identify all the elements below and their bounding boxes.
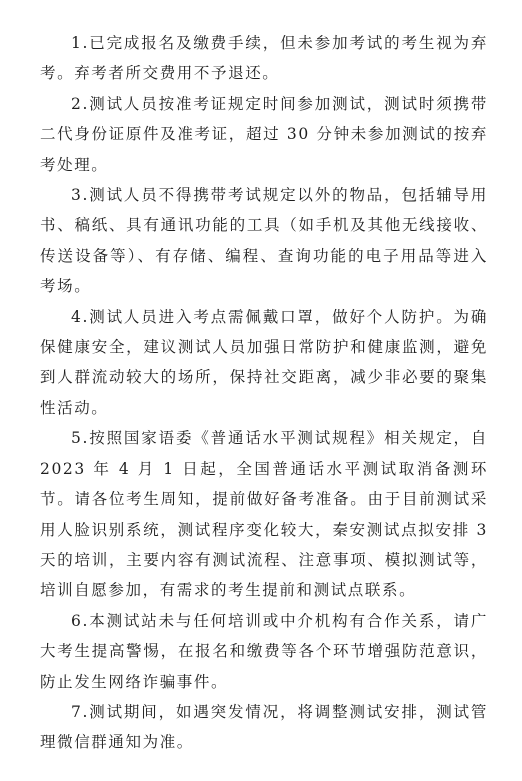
rule-paragraph-2: 2.测试人员按准考证规定时间参加测试，测试时须携带二代身份证原件及准考证，超过 30 分钟未参加测试的按弃考处理。 <box>40 94 488 174</box>
rule-paragraph-6: 6.本测试站未与任何培训或中介机构有合作关系，请广大考生提高警惕，在报名和缴费等各个环节增强防范意识，防止发生网络诈骗事件。 <box>40 611 488 691</box>
rule-paragraph-3: 3.测试人员不得携带考试规定以外的物品，包括辅导用书、稿纸、具有通讯功能的工具（如手机及其他无线接收、传送设备等）、有存储、编程、查询功能的电子用品等进入考场。 <box>40 186 488 296</box>
rule-paragraph-1: 1.已完成报名及缴费手续，但未参加考试的考生视为弃考。弃考者所交费用不予退还。 <box>40 34 488 83</box>
rule-paragraph-4: 4.测试人员进入考点需佩戴口罩，做好个人防护。为确保健康安全，建议测试人员加强日常防护和健康监测，避免到人群流动较大的场所，保持社交距离，减少非必要的聚集性活动。 <box>40 307 488 417</box>
rule-paragraph-5: 5.按照国家语委《普通话水平测试规程》相关规定，自 2023 年 4 月 1 日起，全国普通话水平测试取消备测环节。请各位考生周知，提前做好备考准备。由于目前测试采用人脸识别系统，测试程序变化较大，秦安测试点拟安排 3 天的培训，主要内容有测试流程、注意事项、模拟测试等，培训自愿参加，有需求的考生提前和测试点联系。 <box>40 429 488 600</box>
rules-list <box>40 28 488 758</box>
rule-paragraph-7: 7.测试期间，如遇突发情况，将调整测试安排，测试管理微信群通知为准。 <box>40 702 488 752</box>
